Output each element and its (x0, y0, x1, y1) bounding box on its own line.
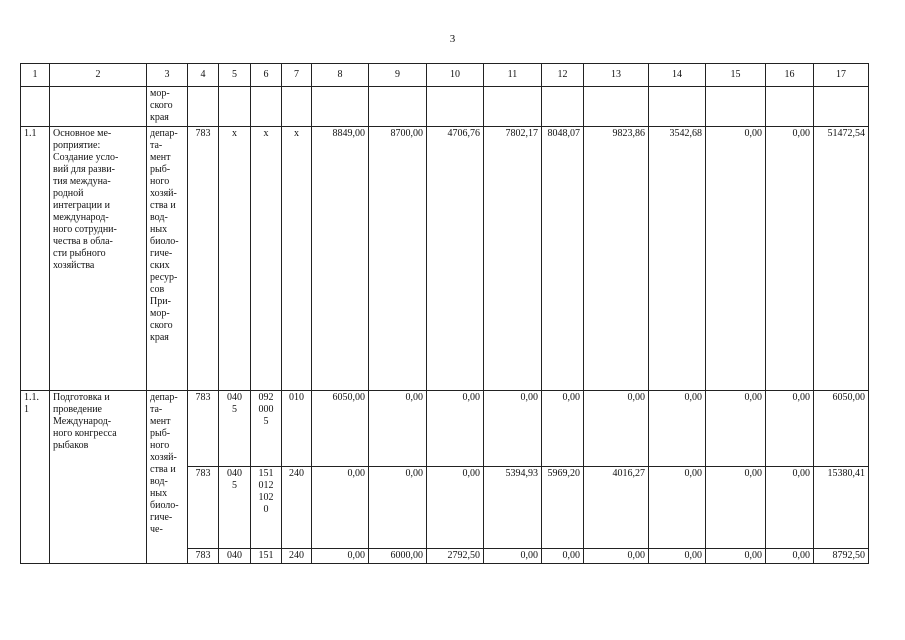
value-cell: 0,00 (484, 391, 542, 467)
value-cell: 0,00 (649, 391, 706, 467)
value-cell: 0,00 (766, 391, 814, 467)
item-number: 1.1 (21, 127, 50, 391)
value-cell: 0,00 (706, 549, 766, 564)
value-cell: 5394,93 (484, 467, 542, 549)
cell: 040 (219, 549, 251, 564)
header-cell: 15 (706, 64, 766, 87)
value-cell: 0,00 (706, 467, 766, 549)
header-cell: 10 (427, 64, 484, 87)
executor-cell: мор- ского края (147, 87, 188, 127)
value-cell: 0,00 (312, 549, 369, 564)
cell: 040 5 (219, 391, 251, 467)
table-row (21, 87, 869, 127)
item-description: Подготовка и проведение Международ- ного конгресса рыбаков (50, 391, 147, 564)
cell: 783 (188, 127, 219, 391)
budget-table (20, 63, 869, 564)
value-cell: 0,00 (584, 549, 649, 564)
value-cell: 8048,07 (542, 127, 584, 391)
value-cell: 51472,54 (814, 127, 869, 391)
value-cell: 0,00 (766, 127, 814, 391)
cell: 151 (251, 549, 282, 564)
cell: x (219, 127, 251, 391)
cell: 240 (282, 467, 312, 549)
executor-cell: депар- та- мент рыб- ного хозяй- ства и вод- ных биоло- гиче- ских ресур- сов При- мор- ского края (147, 127, 188, 391)
executor-cell: депар- та- мент рыб- ного хозяй- ства и вод- ных биоло- гиче- че- (147, 391, 188, 564)
value-cell: 0,00 (766, 549, 814, 564)
header-cell: 1 (21, 64, 50, 87)
header-cell: 9 (369, 64, 427, 87)
header-cell: 16 (766, 64, 814, 87)
value-cell: 0,00 (427, 391, 484, 467)
value-cell: 0,00 (312, 467, 369, 549)
value-cell: 4016,27 (584, 467, 649, 549)
cell: 010 (282, 391, 312, 467)
header-cell: 3 (147, 64, 188, 87)
header-cell: 17 (814, 64, 869, 87)
item-number: 1.1. 1 (21, 391, 50, 564)
value-cell: 0,00 (369, 467, 427, 549)
value-cell: 5969,20 (542, 467, 584, 549)
value-cell: 6050,00 (814, 391, 869, 467)
value-cell: 8700,00 (369, 127, 427, 391)
cell: 151 012 102 0 (251, 467, 282, 549)
cell: 092 000 5 (251, 391, 282, 467)
value-cell: 6050,00 (312, 391, 369, 467)
header-cell: 13 (584, 64, 649, 87)
value-cell: 15380,41 (814, 467, 869, 549)
value-cell: 8849,00 (312, 127, 369, 391)
header-cell: 5 (219, 64, 251, 87)
page-number: 3 (449, 33, 456, 45)
header-cell: 11 (484, 64, 542, 87)
cell: x (282, 127, 312, 391)
table-row (21, 127, 869, 391)
header-cell: 12 (542, 64, 584, 87)
item-description: Основное ме- роприятие: Создание усло- вий для разви- тия междуна- родной интеграции и международ- ного сотрудни- чества в обла- сти рыбного хозяйства (50, 127, 147, 391)
value-cell: 0,00 (427, 467, 484, 549)
value-cell: 0,00 (484, 549, 542, 564)
value-cell: 0,00 (766, 467, 814, 549)
value-cell: 0,00 (649, 549, 706, 564)
value-cell: 6000,00 (369, 549, 427, 564)
value-cell: 0,00 (584, 391, 649, 467)
value-cell: 8792,50 (814, 549, 869, 564)
value-cell: 0,00 (542, 391, 584, 467)
cell: x (251, 127, 282, 391)
cell: 783 (188, 467, 219, 549)
value-cell: 2792,50 (427, 549, 484, 564)
header-cell: 2 (50, 64, 147, 87)
value-cell: 9823,86 (584, 127, 649, 391)
value-cell: 0,00 (706, 391, 766, 467)
value-cell: 4706,76 (427, 127, 484, 391)
header-cell: 8 (312, 64, 369, 87)
value-cell: 0,00 (706, 127, 766, 391)
header-row (21, 64, 869, 87)
value-cell: 0,00 (542, 549, 584, 564)
header-cell: 4 (188, 64, 219, 87)
header-cell: 7 (282, 64, 312, 87)
cell: 040 5 (219, 467, 251, 549)
value-cell: 0,00 (369, 391, 427, 467)
value-cell: 0,00 (649, 467, 706, 549)
cell: 783 (188, 391, 219, 467)
cell: 240 (282, 549, 312, 564)
value-cell: 3542,68 (649, 127, 706, 391)
value-cell: 7802,17 (484, 127, 542, 391)
table-row (21, 391, 869, 467)
cell: 783 (188, 549, 219, 564)
header-cell: 14 (649, 64, 706, 87)
header-cell: 6 (251, 64, 282, 87)
